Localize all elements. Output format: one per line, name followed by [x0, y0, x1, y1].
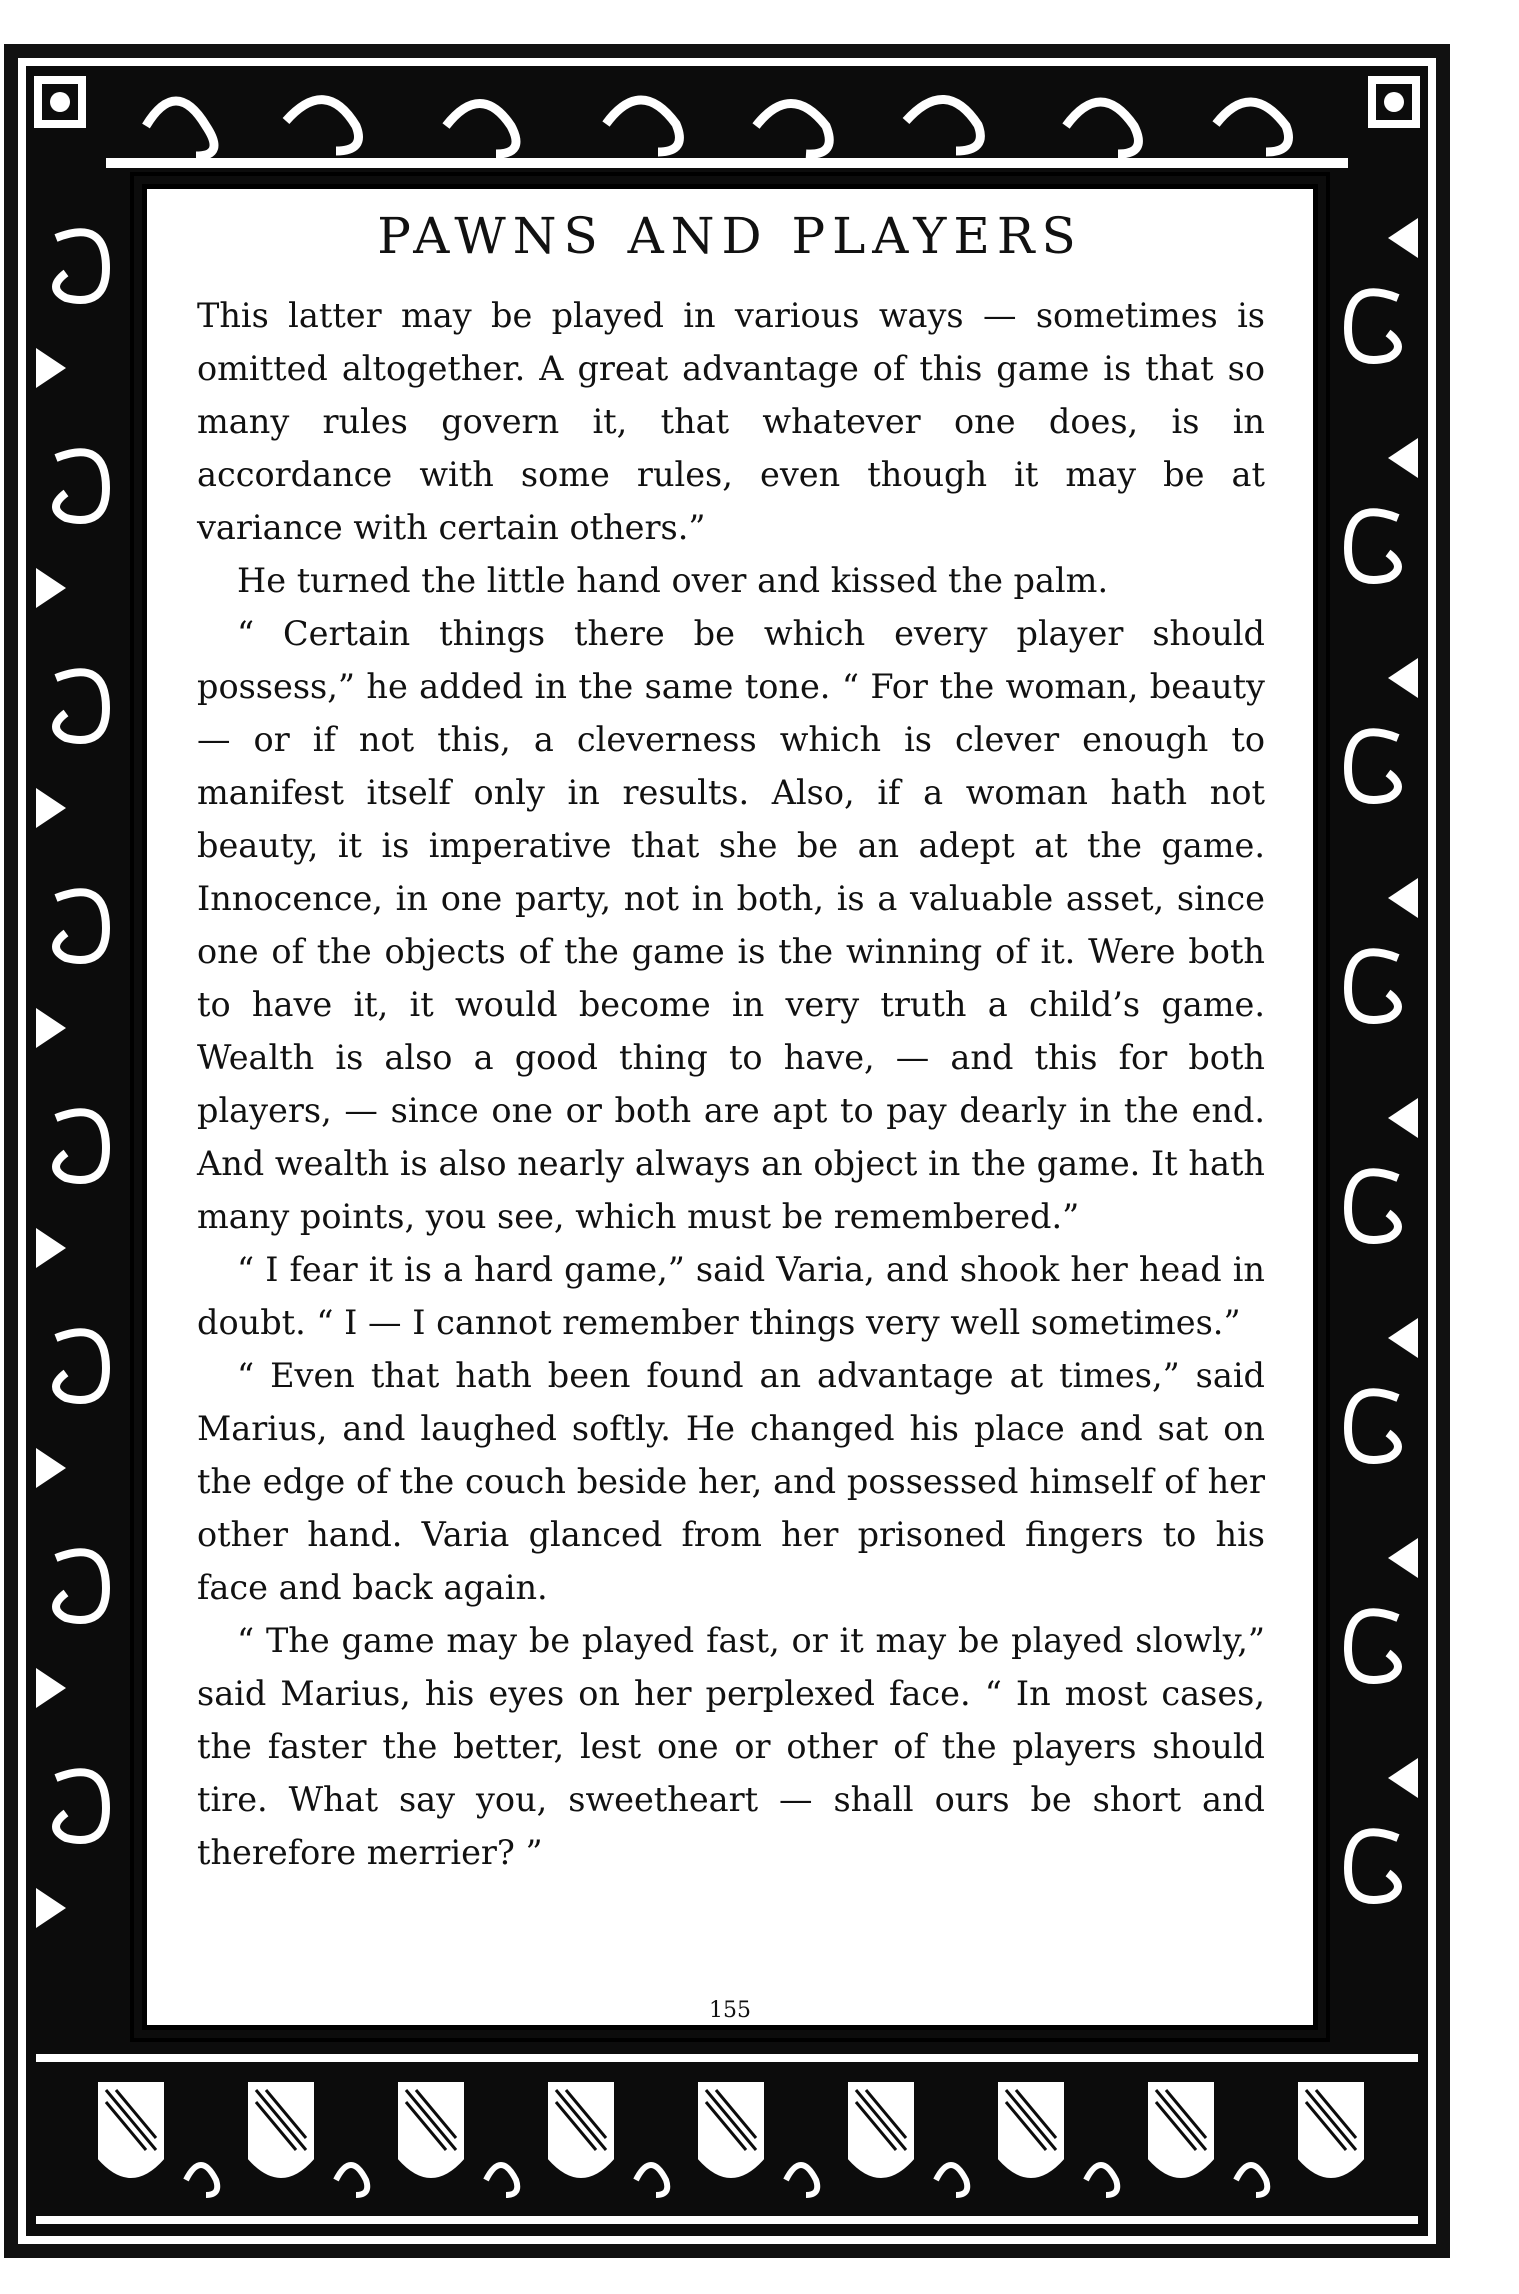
body-text: [197, 289, 1265, 1879]
paragraph: This latter may be played in various ways — sometimes is omitted altogether. A great advantage of this game is that so many rules govern it, that whatever one does, is in accordance with some rules, even though it may be at variance with certain others.”: [197, 296, 1265, 547]
right-scroll-ornament: [1324, 178, 1428, 2040]
paragraph: “ I fear it is a hard game,” said Varia, and shook her head in doubt. “ I — I cannot remember things very well sometimes.”: [197, 1250, 1265, 1342]
paragraph: “ Certain things there be which every player should possess,” he added in the same tone. “ For the woman, beauty — or if not this, a cleverness which is clever enough to manifest itself only in results. Also, if a woman hath not beauty, it is imperative that she be an adept at the game. Innocence, in one party, not in both, is a valuable asset, since one of the objects of the game is the winning of it. Were both to have it, it would become in very truth a child’s game. Wealth is also a good thing to have, — and this for both players, — since one or both are apt to pay dearly in the end. And wealth is also nearly always an object in the game. It hath many points, you see, which must be remembered.”: [197, 614, 1265, 1236]
page-title: PAWNS AND PLAYERS: [377, 207, 1083, 265]
text-panel: [142, 184, 1318, 2030]
paragraph: “ The game may be played fast, or it may be played slowly,” said Marius, his eyes on her perplexed face. “ In most cases, the faster the better, lest one or other of the players should tire. What say you, sweetheart — shall ours be short and therefore merrier? ”: [197, 1621, 1265, 1872]
paragraph: He turned the little hand over and kissed the palm.: [237, 561, 1109, 600]
paragraph: “ Even that hath been found an advantage at times,” said Marius, and laughed softly. He changed his place and sat on the edge of the couch beside her, and possessed himself of her other hand. Varia glanced from her prisoned fingers to his face and back again.: [197, 1356, 1265, 1607]
left-scroll-ornament: [26, 178, 130, 2040]
top-scroll-ornament: [26, 66, 1428, 178]
bottom-shield-ornament: [26, 2040, 1428, 2236]
page-number: 155: [709, 1998, 751, 2023]
